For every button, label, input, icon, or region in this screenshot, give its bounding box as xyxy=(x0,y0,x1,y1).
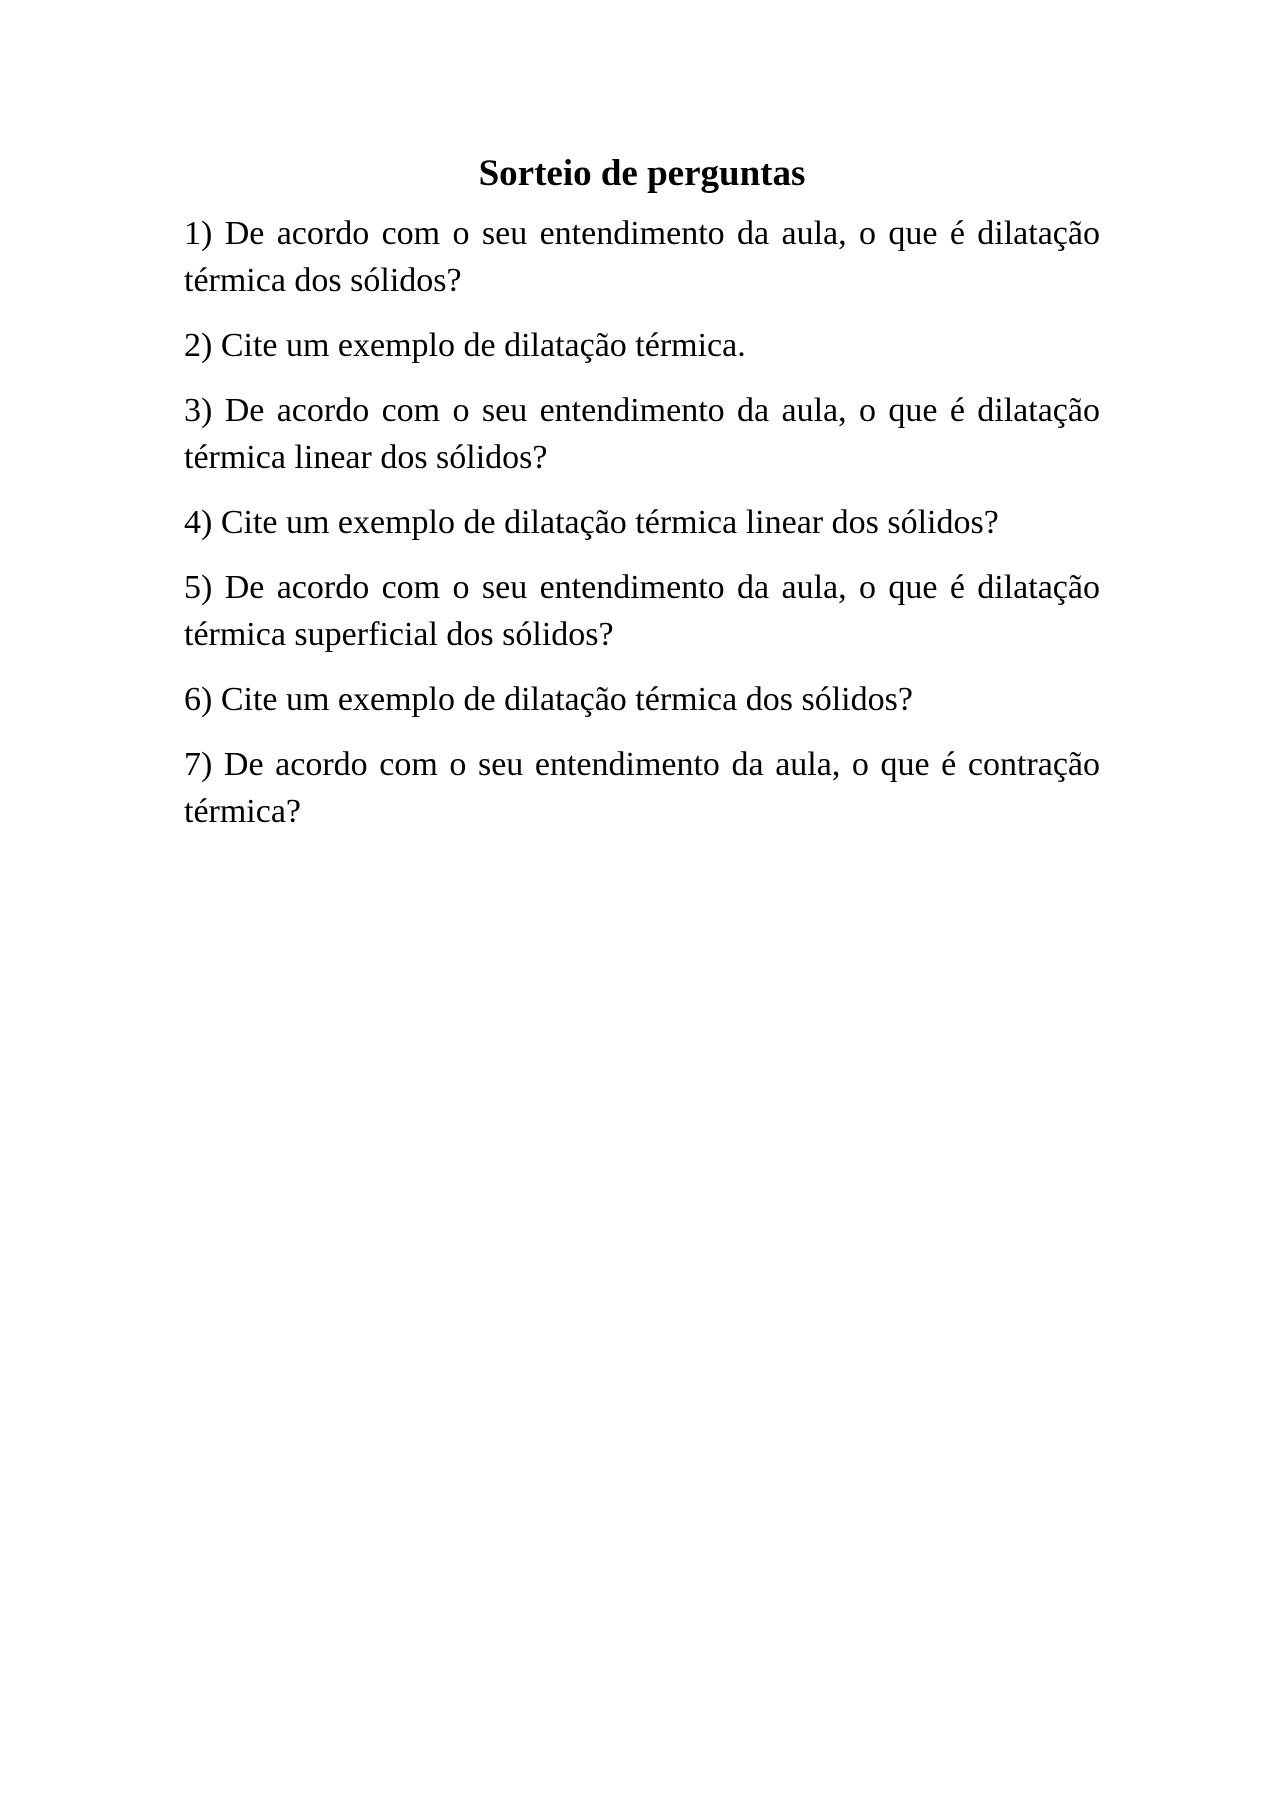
question-5: 5) De acordo com o seu entendimento da aula, o que é dilatação térmica superficial dos sólidos? xyxy=(184,569,1100,653)
document-body xyxy=(184,150,1100,853)
question-6: 6) Cite um exemplo de dilatação térmica dos sólidos? xyxy=(184,681,913,718)
question-3: 3) De acordo com o seu entendimento da aula, o que é dilatação térmica linear dos sólidos? xyxy=(184,392,1100,476)
question-4: 4) Cite um exemplo de dilatação térmica linear dos sólidos? xyxy=(184,504,999,541)
question-7: 7) De acordo com o seu entendimento da aula, o que é contração térmica? xyxy=(184,746,1100,830)
question-2: 2) Cite um exemplo de dilatação térmica. xyxy=(184,327,746,364)
document-title: Sorteio de perguntas xyxy=(478,153,806,194)
question-1: 1) De acordo com o seu entendimento da aula, o que é dilatação térmica dos sólidos? xyxy=(184,215,1100,299)
